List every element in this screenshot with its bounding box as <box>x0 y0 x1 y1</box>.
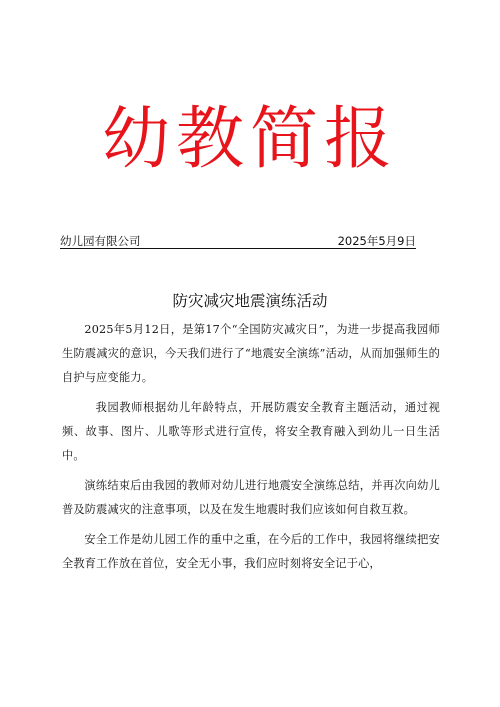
article-paragraph: 我园教师根据幼儿年龄特点，开展防震安全教育主题活动，通过视频、故事、图片、儿歌等形式进行宣传，将安全教育融入到幼儿一日生活中。 <box>62 401 440 462</box>
article-paragraph: 安全工作是幼儿园工作的重中之重，在今后的工作中，我园将继续把安全教育工作放在首位，安全无小事，我们应时刻将安全记于心， <box>62 533 440 570</box>
issue-date: 2025年5月9日 <box>337 234 416 248</box>
article-paragraph: 演练结束后由我园的教师对幼儿进行地震安全演练总结，并再次向幼儿普及防震减灾的注意事项，以及在发生地震时我们应该如何自救互救。 <box>62 479 440 516</box>
issue-meta-line <box>60 234 416 249</box>
newsletter-masthead: 幼教简报 <box>101 100 398 179</box>
organization-name: 幼儿园有限公司 <box>60 234 141 248</box>
article-title: 防灾减灾地震演练活动 <box>172 292 328 310</box>
article-paragraph: 2025年5月12日，是第17个“全国防灾减灾日”，为进一步提高我园师生防震减灾的意识，今天我们进行了“地震安全演练”活动，从而加强师生的自护与应变能力。 <box>62 323 440 384</box>
article-body <box>62 318 440 582</box>
